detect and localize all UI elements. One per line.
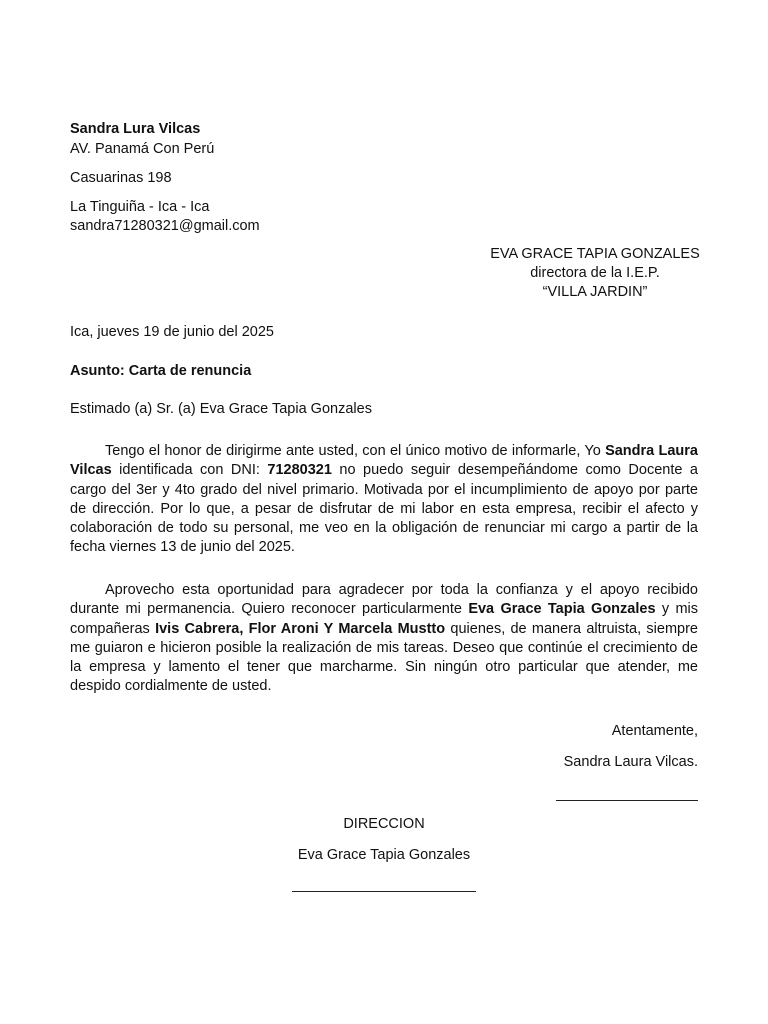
direction-label: DIRECCION: [343, 816, 425, 832]
paragraph-2-bold-colleagues: Ivis Cabrera, Flor Aroni Y Marcela Mustto: [155, 620, 446, 637]
sender-email: sandra71280321@gmail.com: [70, 218, 260, 234]
recipient-block: [460, 245, 730, 302]
sender-signature-line: [556, 800, 698, 801]
paragraph-1-bold-name: Sandra Laura Vilcas: [70, 443, 698, 479]
direction-signature-line: [292, 891, 476, 892]
body-paragraph-1: [70, 442, 698, 558]
paragraph-1-text-c: no puedo seguir desempeñándome como Docente a cargo del 3er y 4to grado del nivel primario. Motivada por el incumplimiento de apoyo por parte de dirección. Por lo que, a pesar de disfrutar de mi labor en esta empresa, recibir el afecto y colaboración de todo su personal, me veo en la obligación de renunciar mi cargo a partir de la fecha viernes 13 de junio del 2025.: [70, 462, 698, 556]
paragraph-1-text-b: identificada con DNI:: [111, 462, 268, 479]
sender-name: Sandra Lura Vilcas: [70, 121, 201, 137]
recipient-name: EVA GRACE TAPIA GONZALES: [490, 246, 700, 262]
letter-subject: Asunto: Carta de renuncia: [70, 363, 252, 379]
sender-address-line2: Casuarinas 198: [70, 170, 172, 186]
letter-date: Ica, jueves 19 de junio del 2025: [70, 324, 274, 340]
closing-signer: Sandra Laura Vilcas.: [563, 754, 698, 770]
recipient-institution: “VILLA JARDIN”: [542, 284, 648, 300]
paragraph-2-text-b: y mis compañeras: [70, 601, 698, 637]
recipient-title: directora de la I.E.P.: [530, 265, 660, 281]
paragraph-1-bold-dni: 71280321: [267, 462, 332, 479]
paragraph-1-text-a: Tengo el honor de dirigirme ante usted, con el único motivo de informarle, Yo: [105, 443, 606, 459]
paragraph-2-text-c: quienes, de manera altruista, siempre me guiaron e hicieron posible la realización de mis tareas. Deseo que continúe el crecimiento de la empresa y lamento el tener que marcharme. Sin ningún otro particular que atender, me despido cordialmente de usted.: [70, 620, 698, 695]
sender-city: La Tinguiña - Ica - Ica: [70, 199, 210, 215]
closing-valediction: Atentamente,: [611, 723, 698, 739]
paragraph-2-bold-director: Eva Grace Tapia Gonzales: [468, 601, 656, 618]
paragraph-2-text-a: Aprovecho esta oportunidad para agradecer por toda la confianza y el apoyo recibido durante mi permanencia. Quiero reconocer particularmente: [70, 582, 698, 618]
sender-address-line1: AV. Panamá Con Perú: [70, 141, 215, 157]
direction-name: Eva Grace Tapia Gonzales: [297, 847, 471, 863]
body-paragraph-2: [70, 581, 698, 697]
letter-salutation: Estimado (a) Sr. (a) Eva Grace Tapia Gonzales: [70, 401, 372, 417]
